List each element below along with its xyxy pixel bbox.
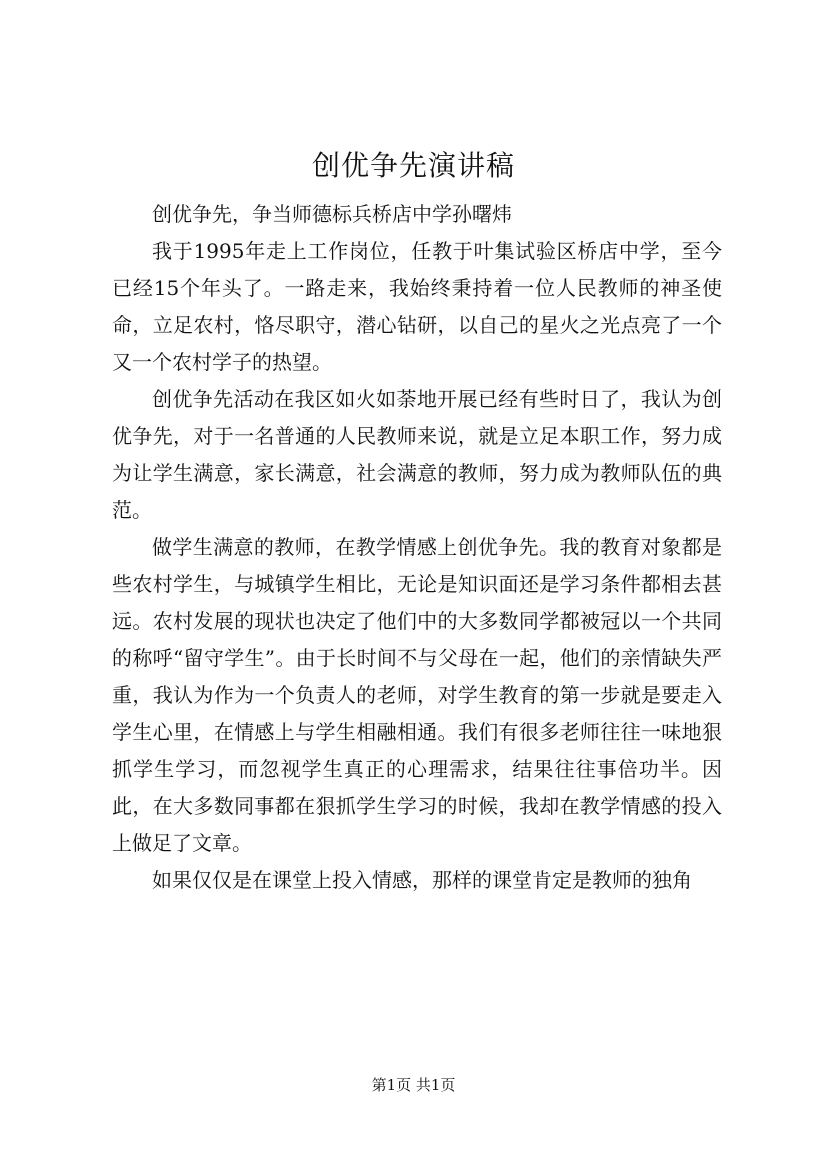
paragraph-subtitle: 创优争先，争当师德标兵桥店中学孙曙炜 xyxy=(152,202,512,226)
document-title: 创优争先演讲稿 xyxy=(311,149,515,182)
paragraph-1: 我于1995年走上工作岗位，任教于叶集试验区桥店中学，至今已经15个年头了。一路走来，我始终秉持着一位人民教师的神圣使命，立足农村，恪尽职守，潜心钻研，以自己的星火之光点亮了一个又一个农村学子的热望。 xyxy=(112,239,722,374)
paragraph-3: 做学生满意的教师，在教学情感上创优争先。我的教育对象都是些农村学生，与城镇学生相比，无论是知识面还是学习条件都相去甚远。农村发展的现状也决定了他们中的大多数同学都被冠以一个共同的称呼“留守学生”。由于长时间不与父母在一起，他们的亲情缺失严重，我认为作为一个负责人的老师，对学生教育的第一步就是要走入学生心里，在情感上与学生相融相通。我们有很多老师往往一味地狠抓学生学习，而忽视学生真正的心理需求，结果往往事倍功半。因此，在大多数同事都在狠抓学生学习的时候，我却在教学情感的投入上做足了文章。 xyxy=(112,535,722,855)
document-body xyxy=(112,196,722,899)
paragraph-2: 创优争先活动在我区如火如荼地开展已经有些时日了，我认为创优争先，对于一名普通的人民教师来说，就是立足本职工作，努力成为让学生满意，家长满意，社会满意的教师，努力成为教师队伍的典范。 xyxy=(112,387,722,522)
paragraph-4: 如果仅仅是在课堂上投入情感，那样的课堂肯定是教师的独角 xyxy=(152,868,692,892)
page-footer: 第1页 共1页 xyxy=(371,1076,456,1094)
